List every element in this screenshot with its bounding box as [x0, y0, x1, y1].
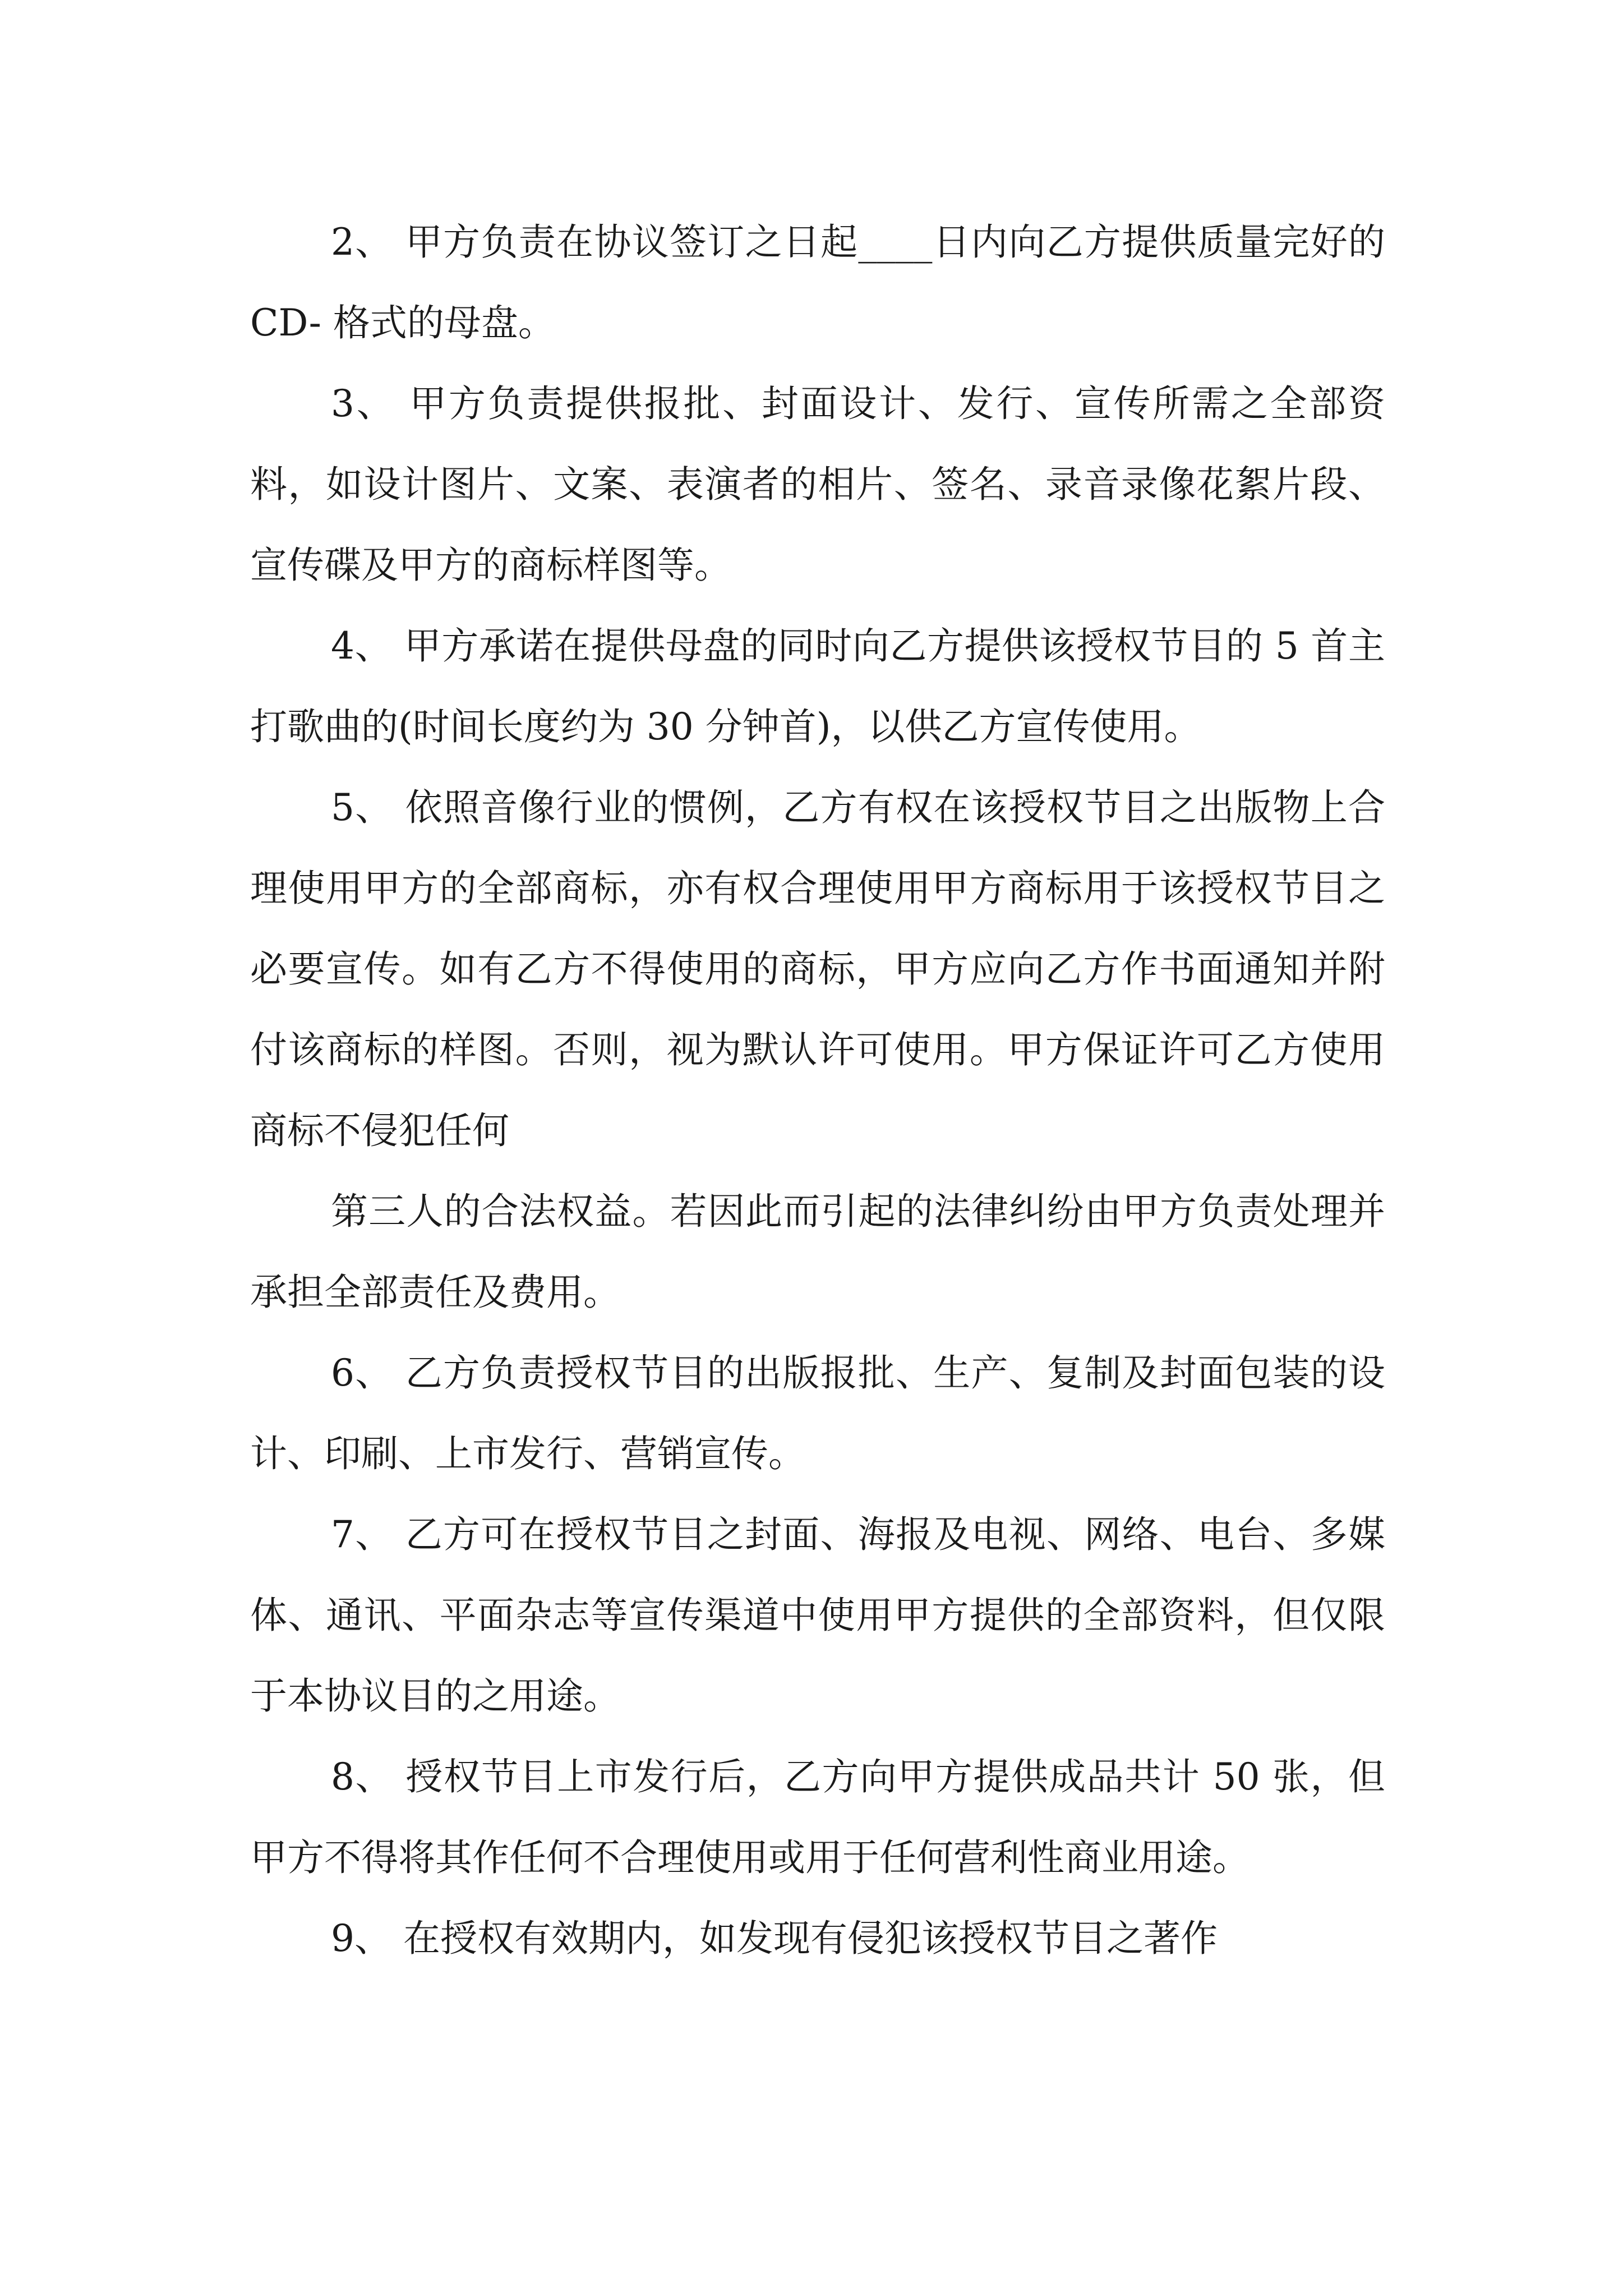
- paragraph-clause-6: 6、 乙方负责授权节目的出版报批、生产、复制及封面包装的设计、印刷、上市发行、营销宣传。: [250, 1351, 1385, 1475]
- paragraph-clause-4: 4、 甲方承诺在提供母盘的同时向乙方提供该授权节目的 5 首主打歌曲的(时间长度约为 30 分钟首)，以供乙方宣传使用。: [250, 624, 1385, 748]
- paragraph-clause-8: 8、 授权节目上市发行后，乙方向甲方提供成品共计 50 张，但甲方不得将其作任何不合理使用或用于任何营利性商业用途。: [250, 1755, 1385, 1879]
- document-body: [250, 202, 1385, 1979]
- paragraph-clause-3: 3、 甲方负责提供报批、封面设计、发行、宣传所需之全部资料，如设计图片、文案、表演者的相片、签名、录音录像花絮片段、宣传碟及甲方的商标样图等。: [250, 382, 1385, 587]
- paragraph-clause-2: 2、 甲方负责在协议签订之日起____日内向乙方提供质量完好的 CD- 格式的母盘。: [250, 220, 1385, 344]
- paragraph-clause-5-continued: 第三人的合法权益。若因此而引起的法律纠纷由甲方负责处理并承担全部责任及费用。: [250, 1190, 1385, 1314]
- paragraph-clause-9: 9、 在授权有效期内，如发现有侵犯该授权节目之著作: [331, 1917, 1218, 1960]
- paragraph-clause-5: 5、 依照音像行业的惯例，乙方有权在该授权节目之出版物上合理使用甲方的全部商标，亦有权合理使用甲方商标用于该授权节目之必要宣传。如有乙方不得使用的商标，甲方应向乙方作书面通知并附付该商标的样图。否则，视为默认许可使用。甲方保证许可乙方使用商标不侵犯任何: [250, 786, 1385, 1152]
- paragraph-clause-7: 7、 乙方可在授权节目之封面、海报及电视、网络、电台、多媒体、通讯、平面杂志等宣传渠道中使用甲方提供的全部资料，但仅限于本协议目的之用途。: [250, 1513, 1385, 1718]
